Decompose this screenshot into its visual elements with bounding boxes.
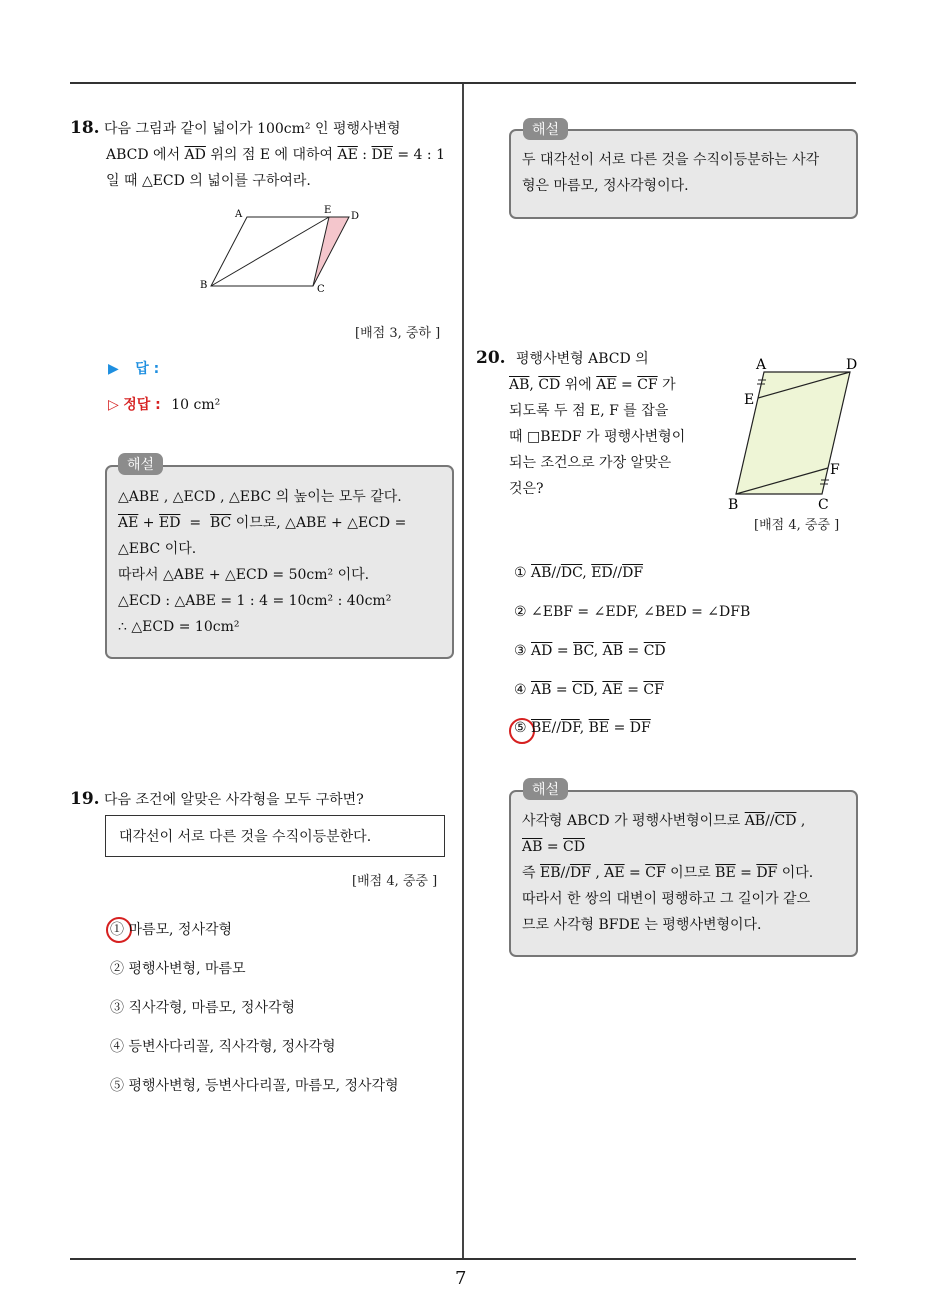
explanation-text: 즉 [522,865,536,881]
footer-rule [70,1258,856,1260]
explanation-text: 이므로, △ABE + △ECD = [235,515,407,531]
column-divider [462,84,464,1258]
label-e: E [324,205,332,216]
option-2[interactable]: ② 평행사변형, 마름모 [110,961,246,977]
parallel-sign: // [765,813,775,829]
explanation-tag: 해설 [523,118,568,140]
score-20: [배점 4, 중중 ] [754,518,840,533]
segment-ae: $\overline{AE}$ [596,377,617,393]
explanation-line: △EBC 이다. [118,541,197,557]
label-d: D [846,357,858,373]
segment: $\overline{AB}$ [602,643,624,659]
comma: , [595,865,600,881]
question-text: 가 [662,377,676,393]
answer-row [108,358,159,378]
segment-cd: $\overline{CD}$ [563,839,585,855]
segment: $\overline{AE}$ [602,682,623,698]
question-number: 19. [70,789,100,809]
parallelogram-figure-20 [722,352,862,514]
correct-value: 10 cm² [171,397,221,413]
relation: // [551,565,561,581]
explanation-text: 사각형 ABCD 가 평행사변형이므로 [522,813,741,829]
explanation-text-18 [118,484,448,640]
segment-de: $\overline{DE}$ [371,147,393,163]
option-2[interactable] [514,604,750,620]
explanation-tag: 해설 [118,453,163,475]
segment: $\overline{DF}$ [560,720,580,736]
segment: $\overline{BE}$ [588,720,610,736]
relation: // [551,720,561,736]
score-19: [배점 4, 중중 ] [352,874,438,889]
equals-sign: = [629,865,641,881]
label-b: B [200,280,208,291]
relation: = [555,682,568,698]
label-d: D [351,211,360,222]
explanation-line: 므로 사각형 BFDE 는 평행사변형이다. [522,917,762,933]
segment: $\overline{CF}$ [643,682,664,698]
question-text: 위에 [564,377,592,393]
question-18 [70,115,460,194]
separator: , [579,720,585,736]
segment-cf: $\overline{CF}$ [637,377,658,393]
option-number: ③ [514,643,527,659]
segment-cd: $\overline{CD}$ [774,813,797,829]
explanation-tag: 해설 [523,778,568,800]
segment: $\overline{ED}$ [591,565,613,581]
option-5[interactable] [514,720,651,736]
segment-ae: $\overline{AE}$ [118,515,139,531]
segment: $\overline{AB}$ [531,682,552,698]
explanation-line: 따라서 한 쌍의 대변이 평행하고 그 길이가 같으 [522,891,811,907]
condition-box [105,815,445,857]
segment: $\overline{CD}$ [643,643,666,659]
equals-sign: = [189,515,202,531]
explanation-line: 형은 마름모, 정사각형이다. [522,178,689,194]
label-a: A [235,209,243,220]
segment-ad: $\overline{AD}$ [184,147,206,163]
segment-ab: $\overline{AB}$ [509,377,530,393]
explanation-line [522,808,852,834]
explanation-text-20 [522,808,852,938]
explanation-line [522,834,852,860]
question-19 [70,786,364,813]
explanation-text: 이다. [781,865,814,881]
relation: = [627,643,640,659]
explanation-line: △ABE , △ECD , △EBC 의 높이는 모두 같다. [118,489,402,505]
option-4[interactable]: ④ 등변사다리꼴, 직사각형, 정사각형 [110,1039,336,1055]
segment: $\overline{BE}$ [531,720,552,736]
segment-ab: $\overline{AB}$ [744,813,766,829]
segment-df: $\overline{DF}$ [756,865,778,881]
segment-ab: $\overline{AB}$ [522,839,543,855]
label-c: C [317,284,325,295]
separator: , [593,682,598,698]
segment-be: $\overline{BE}$ [715,865,736,881]
page-number: 7 [455,1268,467,1289]
option-1[interactable] [514,565,643,581]
explanation-line: ∴ △ECD = 10cm² [118,619,240,635]
equals-sign: = [740,865,752,881]
segment-eb: $\overline{EB}$ [539,865,561,881]
answer-arrow-icon: ▶ [108,361,119,377]
option-1[interactable]: ① 마름모, 정사각형 [110,922,233,938]
question-text-line1: 다음 그림과 같이 넓이가 100cm² 인 평행사변형 [104,121,401,137]
explanation-line [522,860,852,886]
question-number: 20. [476,348,506,368]
question-text-line2 [476,372,706,398]
option-text: ∠EBF = ∠EDF, ∠BED = ∠DFB [531,604,751,620]
question-text-line5: 되는 조건으로 가장 알맞은 [509,455,672,471]
question-number: 18. [70,118,100,138]
option-number: ⑤ [514,720,527,736]
segment-ed: $\overline{ED}$ [158,515,181,531]
comma: , [529,377,534,393]
question-text: 다음 조건에 알맞은 사각형을 모두 구하면? [104,792,364,808]
relation: = [627,682,639,698]
label-b: B [728,497,739,513]
answer-label: 답 : [135,361,160,377]
question-text-line3: 되도록 두 점 E, F 를 잡을 [509,403,669,419]
option-3[interactable] [514,643,666,659]
question-text: 위의 점 E 에 대하여 [210,147,334,163]
segment: $\overline{DF}$ [629,720,651,736]
option-4[interactable] [514,682,664,698]
option-number: ④ [514,682,527,698]
question-text-line3: 일 때 △ECD 의 넓이를 구하여라. [106,173,311,189]
label-e: E [744,392,755,408]
parallel-sign: // [560,865,570,881]
label-a: A [756,357,767,373]
segment-cf: $\overline{CF}$ [645,865,666,881]
question-text-line4: 때 □BEDF 가 평행사변형이 [509,429,686,445]
explanation-line: △ECD : △ABE = 1 : 4 = 10cm² : 40cm² [118,593,392,609]
ratio: = 4 : 1 [397,147,445,163]
segment-ae: $\overline{AE}$ [604,865,625,881]
segment: $\overline{DC}$ [560,565,583,581]
correct-label: 정답 : [123,397,161,413]
explanation-text-19 [522,147,852,199]
separator: , [593,643,599,659]
equals-sign: = [621,377,633,393]
question-text: 평행사변형 ABCD 의 [516,351,649,367]
plus-sign: + [142,515,155,531]
explanation-text: 이므로 [670,865,711,881]
relation: = [613,720,626,736]
label-c: C [818,497,829,513]
segment: $\overline{DF}$ [622,565,644,581]
segment-bc: $\overline{BC}$ [209,515,232,531]
explanation-line [118,510,448,536]
label-f: F [830,462,840,478]
score-18: [배점 3, 중하 ] [355,326,441,341]
relation: = [556,643,569,659]
explanation-line: 따라서 △ABE + △ECD = 50cm² 이다. [118,567,370,583]
colon: : [362,147,368,163]
explanation-line: 두 대각선이 서로 다른 것을 수직이등분하는 사각 [522,152,820,168]
relation: // [612,565,623,581]
segment-ae: $\overline{AE}$ [337,147,358,163]
segment: $\overline{CD}$ [572,682,594,698]
segment-df: $\overline{DF}$ [569,865,591,881]
parallelogram-figure-18 [195,200,370,300]
segment: $\overline{AD}$ [531,643,553,659]
equals-sign: = [546,839,559,855]
question-text: ABCD 에서 [106,147,181,163]
segment-cd: $\overline{CD}$ [538,377,561,393]
question-text-line6: 것은? [509,481,544,497]
comma: , [800,813,806,829]
separator: , [582,565,587,581]
question-20 [476,345,706,502]
condition-text: 대각선이 서로 다른 것을 수직이등분한다. [119,829,372,845]
option-number: ② [514,604,527,620]
correct-arrow-icon: ▷ [108,397,119,413]
segment: $\overline{BC}$ [573,643,594,659]
segment: $\overline{AB}$ [531,565,552,581]
correct-answer-row [108,394,220,414]
option-5[interactable]: ⑤ 평행사변형, 등변사다리꼴, 마름모, 정사각형 [110,1078,399,1094]
option-3[interactable]: ③ 직사각형, 마름모, 정사각형 [110,1000,296,1016]
option-number: ① [514,565,527,581]
